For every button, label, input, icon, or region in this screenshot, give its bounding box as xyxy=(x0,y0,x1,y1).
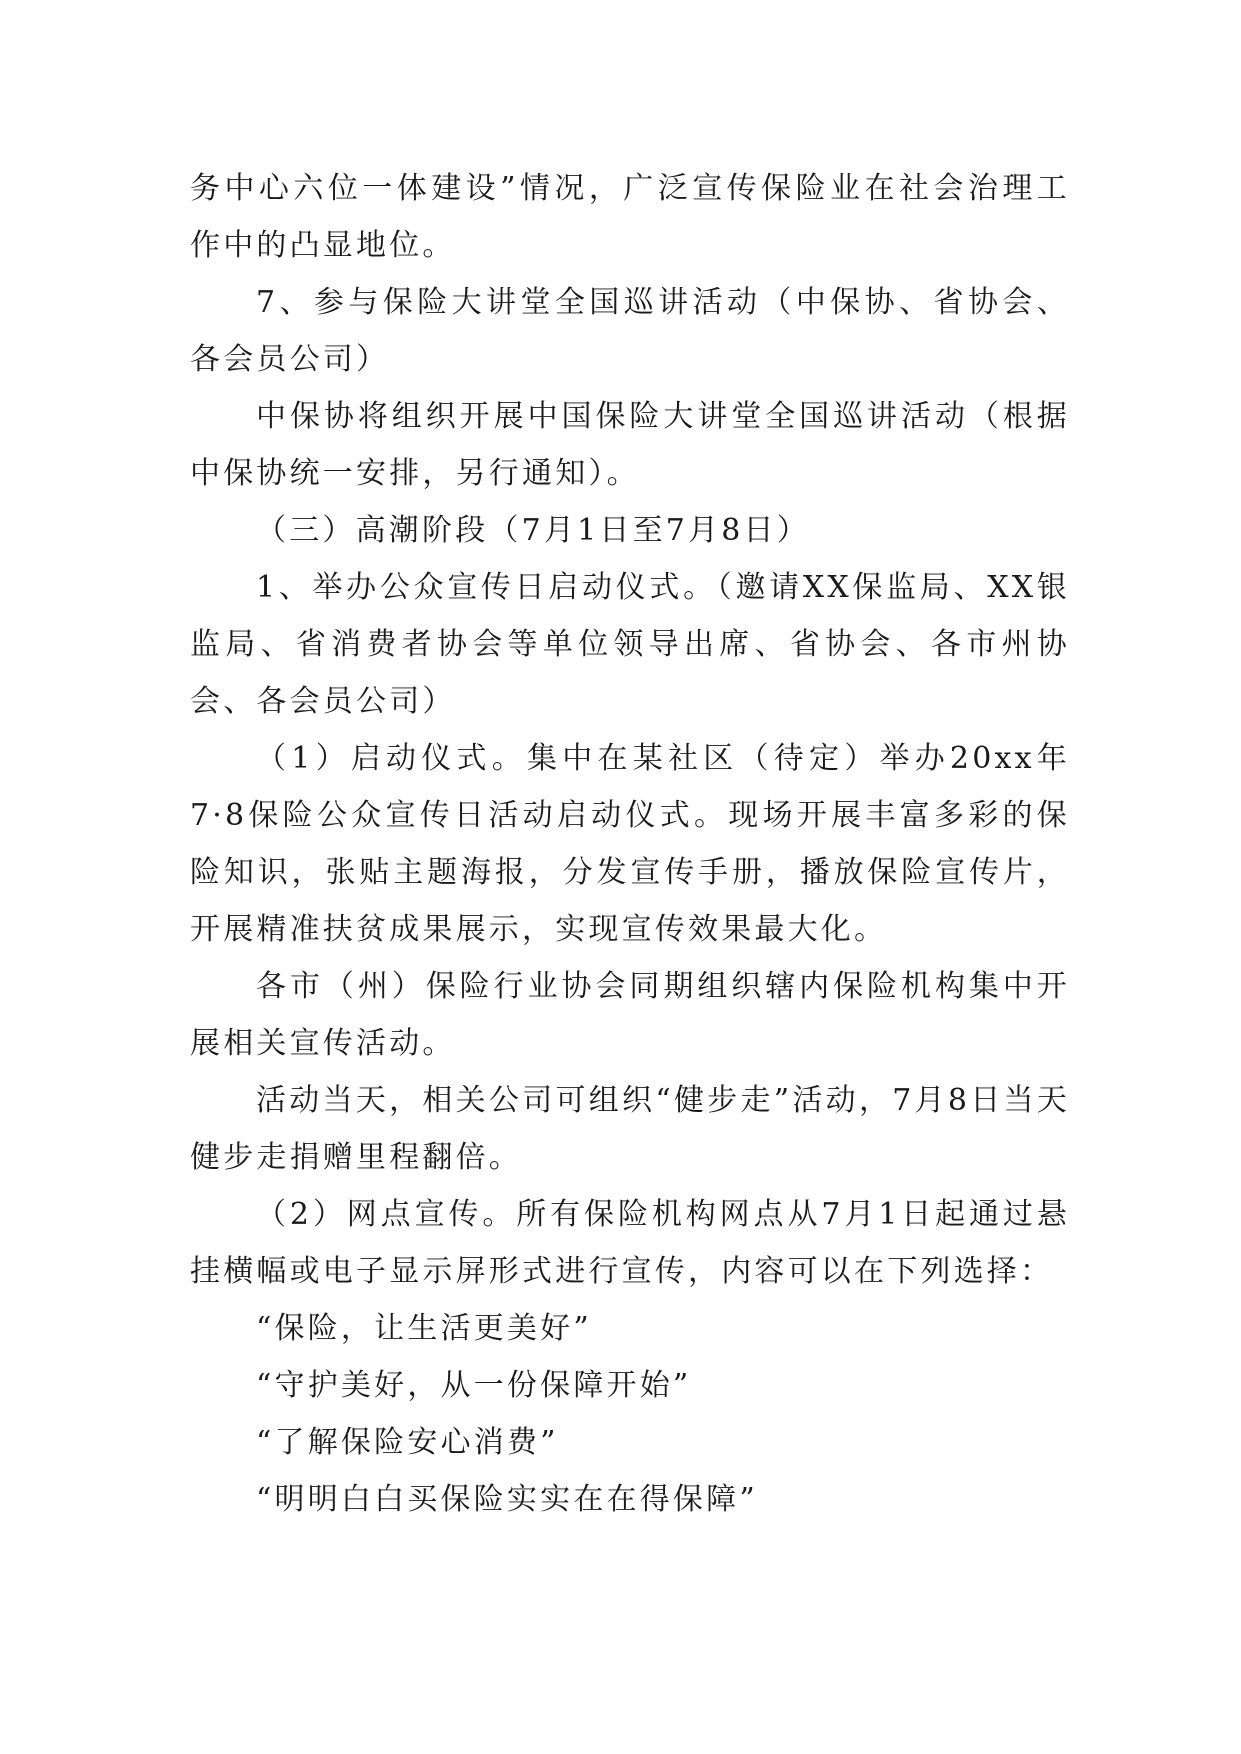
section-heading-climax-stage: （三）高潮阶段（7月1日至7月8日） xyxy=(256,513,810,548)
document-page xyxy=(190,160,1070,1528)
slogan-item: “了解保险安心消费” xyxy=(256,1425,559,1460)
slogan-item: “明明白白买保险实实在在得保障” xyxy=(256,1482,758,1517)
paragraph-item-7-heading: 7、参与保险大讲堂全国巡讲活动（中保协、省协会、各会员公司） xyxy=(190,285,1070,377)
paragraph-outlet-promotion: （2）网点宣传。所有保险机构网点从7月1日起通过悬挂横幅或电子显示屏形式进行宣传，内容可以在下列选择： xyxy=(190,1197,1070,1289)
paragraph-item-7-body: 中保协将组织开展中国保险大讲堂全国巡讲活动（根据中保协统一安排，另行通知）。 xyxy=(190,399,1070,491)
paragraph-item-1-heading: 1、举办公众宣传日启动仪式。（邀请XX保监局、XX银监局、省消费者协会等单位领导出席、省协会、各市州协会、各会员公司） xyxy=(190,570,1070,719)
slogan-item: “保险，让生活更美好” xyxy=(256,1311,592,1346)
paragraph-continuation: 务中心六位一体建设”情况，广泛宣传保险业在社会治理工作中的凸显地位。 xyxy=(190,171,1070,263)
paragraph-launch-ceremony: （1）启动仪式。集中在某社区（待定）举办20xx年7·8保险公众宣传日活动启动仪式。现场开展丰富多彩的保险知识，张贴主题海报，分发宣传手册，播放保险宣传片，开展精准扶贫成果展示，实现宣传效果最大化。 xyxy=(190,741,1070,947)
paragraph-walking-activity: 活动当天，相关公司可组织“健步走”活动，7月8日当天健步走捐赠里程翻倍。 xyxy=(190,1083,1070,1175)
slogan-item: “守护美好，从一份保障开始” xyxy=(256,1368,692,1403)
paragraph-city-associations: 各市（州）保险行业协会同期组织辖内保险机构集中开展相关宣传活动。 xyxy=(190,969,1070,1061)
